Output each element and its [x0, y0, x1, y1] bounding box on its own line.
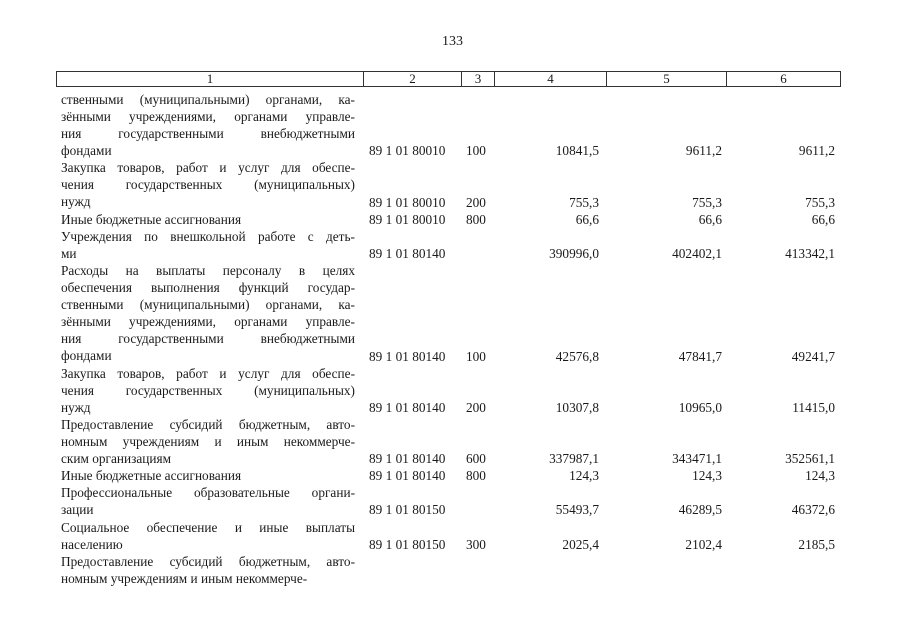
description-line: Закупка товаров, работ и услуг для обеспе- [61, 365, 355, 381]
cell-value-col-4: 10841,5 [555, 143, 599, 159]
description-line: Учреждения по внешкольной работе с деть- [61, 228, 355, 244]
row-description [61, 553, 355, 587]
cell-value-col-4: 124,3 [569, 468, 599, 484]
header-col-1: 1 [57, 72, 364, 86]
header-col-6: 6 [780, 71, 787, 86]
cell-value-col-6: 66,6 [811, 211, 835, 227]
cell-target-code: 89 1 01 80150 [369, 502, 446, 518]
description-line: Социальное обеспечение и иные выплаты [61, 519, 355, 535]
cell-value-col-5: 124,3 [692, 468, 722, 484]
description-line: Предоставление субсидий бюджетным, авто- [61, 416, 355, 432]
cell-value-col-6: 46372,6 [791, 502, 835, 518]
cell-value-col-4: 42576,8 [555, 348, 599, 364]
cell-value-col-6: 755,3 [805, 194, 835, 210]
cell-target-code: 89 1 01 80140 [369, 399, 446, 415]
row-description [61, 416, 355, 467]
description-line: фондами [61, 348, 112, 363]
cell-value-col-4: 755,3 [569, 194, 599, 210]
description-line: населению [61, 536, 123, 552]
cell-value-col-4: 2025,4 [562, 536, 599, 552]
description-line: Иные бюджетные ассигнования [61, 468, 242, 484]
page-number: 133 [442, 34, 463, 49]
cell-expense-type: 300 [466, 536, 486, 552]
row-description [61, 467, 355, 484]
cell-target-code: 89 1 01 80150 [369, 536, 446, 552]
row-description [61, 365, 355, 416]
description-line: ственными (муниципальными) органами, ка- [61, 297, 355, 312]
description-line: Иные бюджетные ассигнования [61, 211, 242, 227]
cell-value-col-5: 755,3 [692, 194, 722, 210]
cell-expense-type: 800 [466, 468, 486, 484]
description-line: Профессиональные образовательные органи- [61, 485, 355, 501]
cell-value-col-5: 10965,0 [678, 399, 722, 415]
cell-value-col-6: 352561,1 [785, 451, 835, 467]
header-col-5: 5 [607, 72, 727, 86]
description-line: нужд [61, 194, 91, 210]
description-line: ния государственными внебюджетными [61, 126, 355, 141]
cell-expense-type: 800 [466, 211, 486, 227]
cell-expense-type: 600 [466, 451, 486, 467]
row-description [61, 91, 355, 159]
description-line: ским организациям [61, 450, 172, 466]
row-description [61, 519, 355, 553]
description-line: Закупка товаров, работ и услуг для обеспе- [61, 160, 355, 176]
cell-value-col-5: 343471,1 [672, 451, 722, 467]
description-line: Предоставление субсидий бюджетным, авто- [61, 553, 355, 569]
cell-expense-type: 100 [466, 348, 486, 364]
description-line: чения государственных (муниципальных) [61, 382, 355, 398]
description-line: фондами [61, 143, 112, 158]
description-line: зёнными учреждениями, органами управле- [61, 109, 355, 124]
cell-value-col-5: 2102,4 [685, 536, 722, 552]
description-line: чения государственных (муниципальных) [61, 177, 355, 193]
cell-value-col-6: 413342,1 [785, 245, 835, 261]
cell-target-code: 89 1 01 80140 [369, 468, 446, 484]
cell-value-col-6: 124,3 [805, 468, 835, 484]
cell-value-col-5: 402402,1 [672, 245, 722, 261]
cell-expense-type: 200 [466, 399, 486, 415]
cell-expense-type: 200 [466, 194, 486, 210]
row-description [61, 262, 355, 364]
description-line: номным учреждениям и иным некоммерче- [61, 433, 355, 449]
cell-target-code: 89 1 01 80140 [369, 348, 446, 364]
description-line: зёнными учреждениями, органами управле- [61, 314, 355, 329]
cell-value-col-4: 337987,1 [549, 451, 599, 467]
description-line: Расходы на выплаты персоналу в целях [61, 263, 355, 278]
description-line: номным учреждениям и иным некоммерче- [61, 570, 308, 586]
cell-value-col-5: 46289,5 [678, 502, 722, 518]
cell-value-col-6: 11415,0 [792, 399, 835, 415]
description-line: обеспечения выполнения функций государ- [61, 280, 355, 295]
cell-target-code: 89 1 01 80140 [369, 451, 446, 467]
row-description [61, 484, 355, 518]
cell-target-code: 89 1 01 80010 [369, 143, 446, 159]
cell-value-col-5: 9611,2 [685, 143, 722, 159]
description-line: зации [61, 502, 94, 518]
row-description [61, 211, 355, 228]
cell-value-col-5: 47841,7 [678, 348, 722, 364]
header-col-3: 3 [462, 72, 495, 86]
description-line: ния государственными внебюджетными [61, 331, 355, 346]
cell-target-code: 89 1 01 80010 [369, 194, 446, 210]
cell-value-col-6: 2185,5 [798, 536, 835, 552]
row-description [61, 228, 355, 262]
header-col-4: 4 [495, 72, 607, 86]
cell-value-col-4: 390996,0 [549, 245, 599, 261]
cell-value-col-4: 66,6 [575, 211, 599, 227]
table-header [56, 71, 841, 87]
description-line: нужд [61, 399, 91, 415]
cell-target-code: 89 1 01 80140 [369, 245, 446, 261]
header-col-2: 2 [364, 72, 462, 86]
cell-value-col-5: 66,6 [698, 211, 722, 227]
cell-expense-type: 100 [466, 143, 486, 159]
cell-target-code: 89 1 01 80010 [369, 211, 446, 227]
cell-value-col-6: 49241,7 [791, 348, 835, 364]
cell-value-col-6: 9611,2 [798, 143, 835, 159]
description-line: ственными (муниципальными) органами, ка- [61, 92, 355, 107]
row-description [61, 159, 355, 210]
cell-value-col-4: 55493,7 [555, 502, 599, 518]
description-line: ми [61, 245, 77, 261]
cell-value-col-4: 10307,8 [555, 399, 599, 415]
